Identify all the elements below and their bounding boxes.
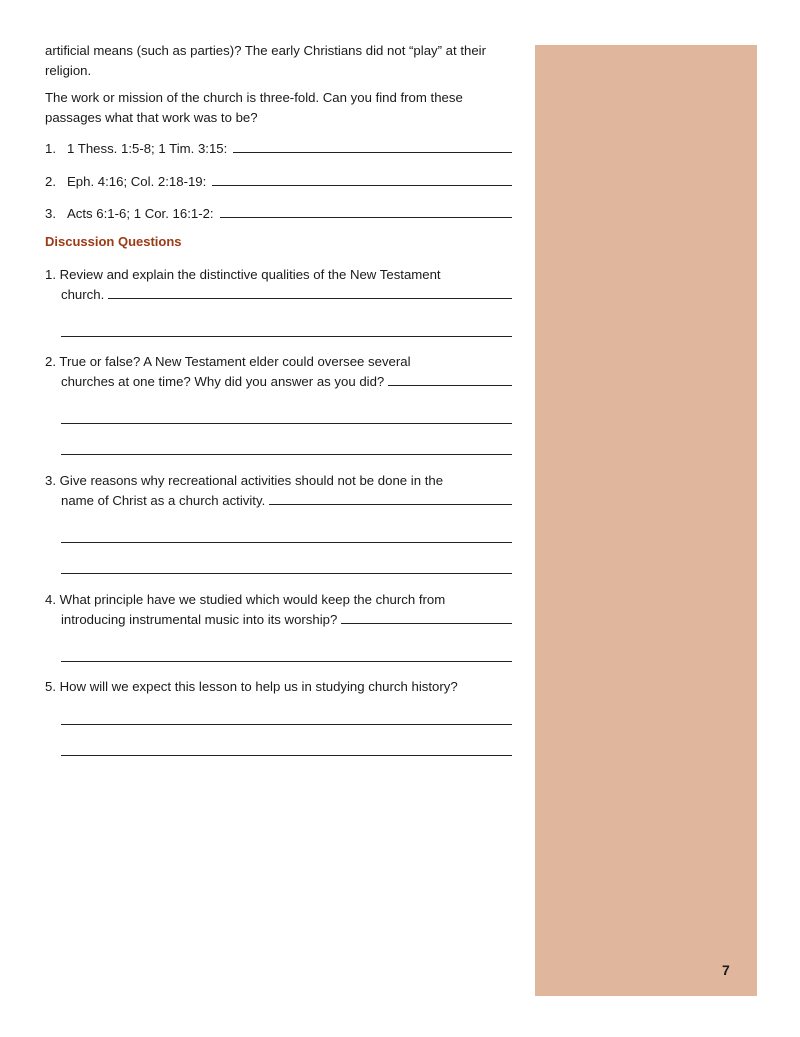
answer-line[interactable] <box>61 724 512 725</box>
question-text-end: name of Christ as a church activity. <box>61 493 266 508</box>
answer-line[interactable] <box>341 611 512 624</box>
answer-line[interactable] <box>61 454 512 455</box>
passage-reference: 1 Thess. 1:5-8; 1 Tim. 3:15: <box>67 141 228 156</box>
answer-line[interactable] <box>61 336 512 337</box>
answer-line[interactable] <box>61 423 512 424</box>
question-text-end: church. <box>61 287 105 302</box>
question-continuation <box>45 372 512 392</box>
answer-line[interactable] <box>388 373 512 386</box>
answer-line[interactable] <box>269 492 512 505</box>
discussion-question-2 <box>45 352 512 392</box>
discussion-question-3 <box>45 471 512 511</box>
intro-paragraph-2: The work or mission of the church is three-fold. Can you find from these passages what that work was to be? <box>45 90 463 125</box>
question-text: 1. Review and explain the distinctive qualities of the New Testament <box>45 267 441 282</box>
passage-reference: Eph. 4:16; Col. 2:18-19: <box>67 174 207 189</box>
question-text: 2. True or false? A New Testament elder could oversee several <box>45 354 411 369</box>
intro-paragraph-1: artificial means (such as parties)? The early Christians did not “play” at their religion. <box>45 43 486 78</box>
discussion-question-1 <box>45 265 512 305</box>
passage-item-3 <box>45 205 512 221</box>
answer-line[interactable] <box>61 661 512 662</box>
discussion-question-5 <box>45 677 512 697</box>
answer-line[interactable] <box>212 173 512 186</box>
passage-number: 1. <box>45 141 56 156</box>
sidebar-panel <box>535 45 757 996</box>
answer-line[interactable] <box>220 205 512 218</box>
question-text: 3. Give reasons why recreational activities should not be done in the <box>45 473 444 488</box>
question-text: 4. What principle have we studied which would keep the church from <box>45 592 446 607</box>
passage-number: 2. <box>45 174 56 189</box>
passage-reference: Acts 6:1-6; 1 Cor. 16:1-2: <box>67 206 214 221</box>
question-continuation <box>45 285 512 305</box>
question-text: 5. How will we expect this lesson to help us in studying church history? <box>45 679 458 694</box>
question-continuation <box>45 491 512 511</box>
question-text-end: introducing instrumental music into its worship? <box>61 612 338 627</box>
discussion-question-4 <box>45 590 512 630</box>
discussion-heading: Discussion Questions <box>45 234 182 249</box>
answer-line[interactable] <box>233 140 512 153</box>
passage-number: 3. <box>45 206 56 221</box>
passage-item-1 <box>45 140 512 156</box>
answer-line[interactable] <box>108 286 512 299</box>
page-number: 7 <box>722 962 730 978</box>
question-text-end: churches at one time? Why did you answer as you did? <box>61 374 385 389</box>
answer-line[interactable] <box>61 755 512 756</box>
passage-item-2 <box>45 173 512 189</box>
question-continuation <box>45 610 512 630</box>
answer-line[interactable] <box>61 573 512 574</box>
answer-line[interactable] <box>61 542 512 543</box>
